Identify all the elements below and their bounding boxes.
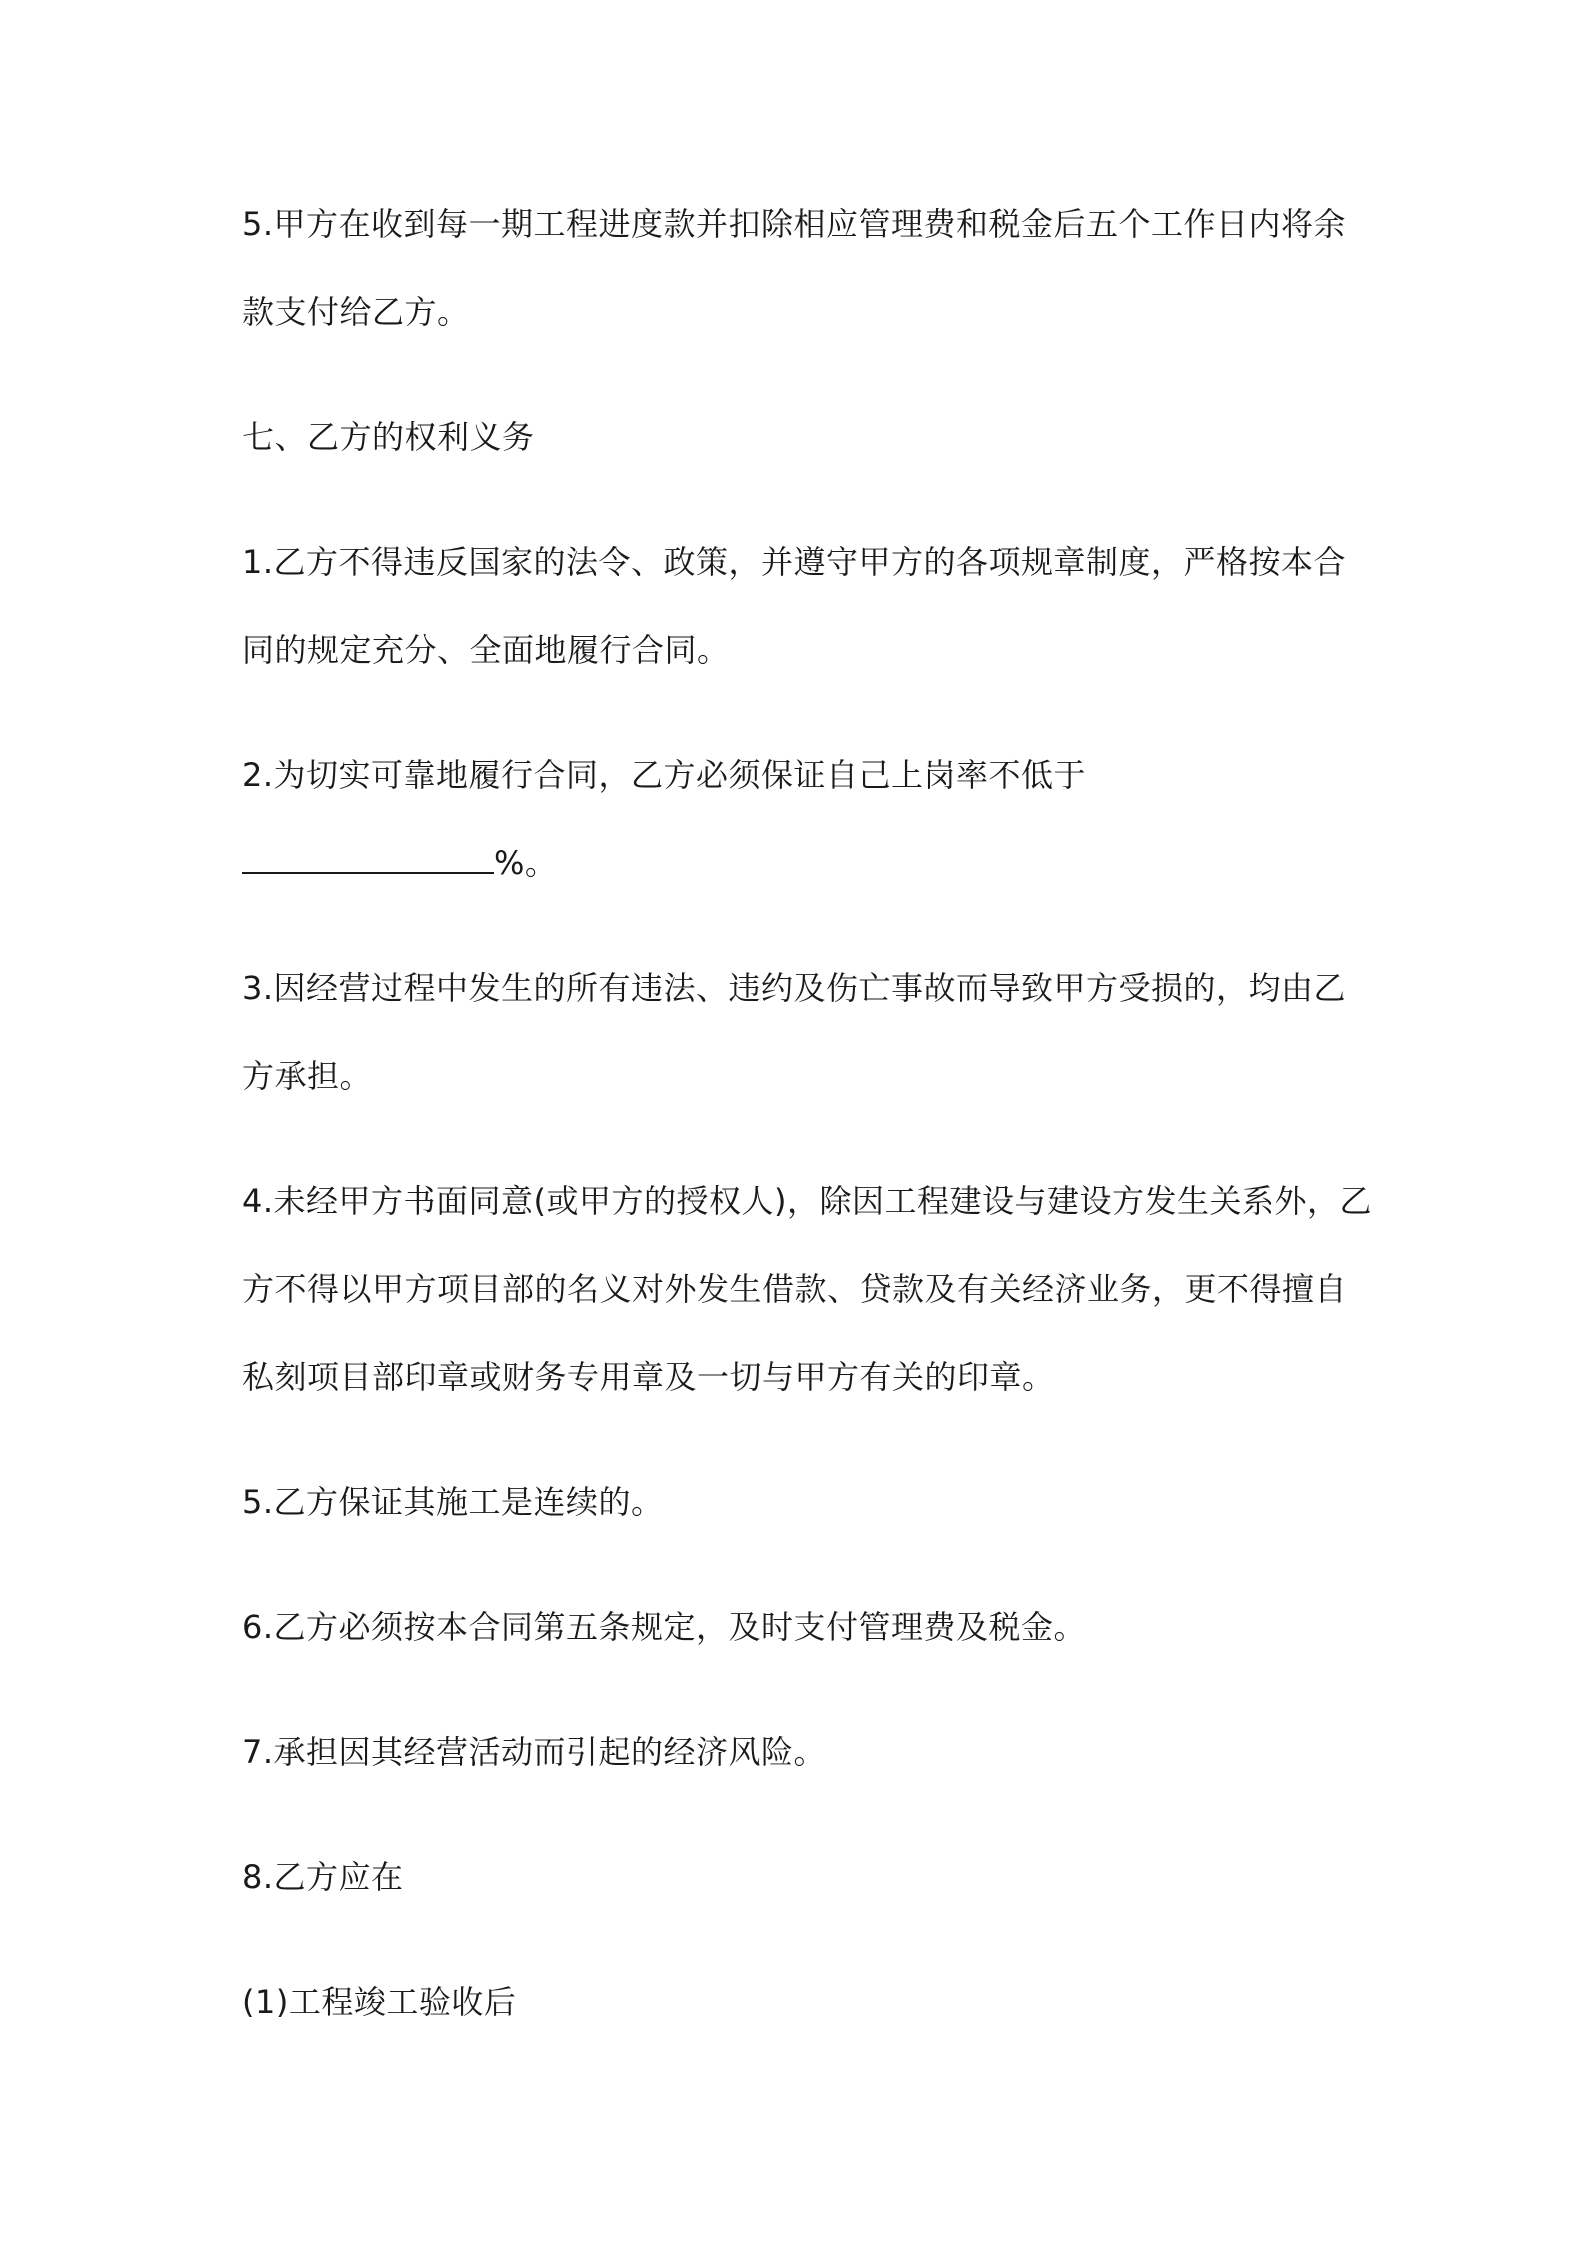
paragraph-line: (1)工程竣工验收后 bbox=[242, 1983, 517, 2021]
section-heading bbox=[242, 393, 1362, 481]
paragraph-line: 4.未经甲方书面同意(或甲方的授权人)，除因工程建设与建设方发生关系外，乙 bbox=[242, 1182, 1373, 1220]
paragraph-line: 2.为切实可靠地履行合同，乙方必须保证自己上岗率不低于 bbox=[242, 756, 1087, 794]
paragraph-line: 1.乙方不得违反国家的法令、政策，并遵守甲方的各项规章制度，严格按本合 bbox=[242, 543, 1347, 581]
clause-item-5 bbox=[242, 1458, 1362, 1546]
paragraph-line: 5.甲方在收到每一期工程进度款并扣除相应管理费和税金后五个工作日内将余 bbox=[242, 205, 1347, 243]
clause-item-6 bbox=[242, 1583, 1362, 1671]
clause-item-1 bbox=[242, 518, 1362, 694]
paragraph-line: 5.乙方保证其施工是连续的。 bbox=[242, 1483, 664, 1521]
document-page bbox=[242, 180, 1373, 2083]
paragraph-line: 方不得以甲方项目部的名义对外发生借款、贷款及有关经济业务，更不得擅自 bbox=[242, 1270, 1348, 1308]
paragraph-line: 方承担。 bbox=[242, 1057, 373, 1095]
clause-item-8-sub-1 bbox=[242, 1958, 1362, 2046]
fill-in-blank bbox=[242, 844, 494, 874]
clause-item-7 bbox=[242, 1708, 1362, 1796]
paragraph-line: 私刻项目部印章或财务专用章及一切与甲方有关的印章。 bbox=[242, 1358, 1055, 1396]
paragraph-line: 6.乙方必须按本合同第五条规定，及时支付管理费及税金。 bbox=[242, 1608, 1087, 1646]
section-heading-text: 七、乙方的权利义务 bbox=[242, 418, 535, 456]
clause-item-4 bbox=[242, 1157, 1373, 1421]
clause-item-3 bbox=[242, 944, 1362, 1120]
clause-item-8 bbox=[242, 1833, 1362, 1921]
paragraph-line: 同的规定充分、全面地履行合同。 bbox=[242, 631, 730, 669]
paragraph-line: 款支付给乙方。 bbox=[242, 293, 470, 331]
paragraph-line: 7.承担因其经营活动而引起的经济风险。 bbox=[242, 1733, 827, 1771]
blank-suffix: %。 bbox=[494, 844, 558, 882]
paragraph-line: 3.因经营过程中发生的所有违法、违约及伤亡事故而导致甲方受损的，均由乙 bbox=[242, 969, 1347, 1007]
paragraph-line: 8.乙方应在 bbox=[242, 1858, 404, 1896]
clause-item-2 bbox=[242, 731, 1362, 907]
paragraph-payment-terms bbox=[242, 180, 1362, 356]
blank-line bbox=[242, 819, 1362, 907]
